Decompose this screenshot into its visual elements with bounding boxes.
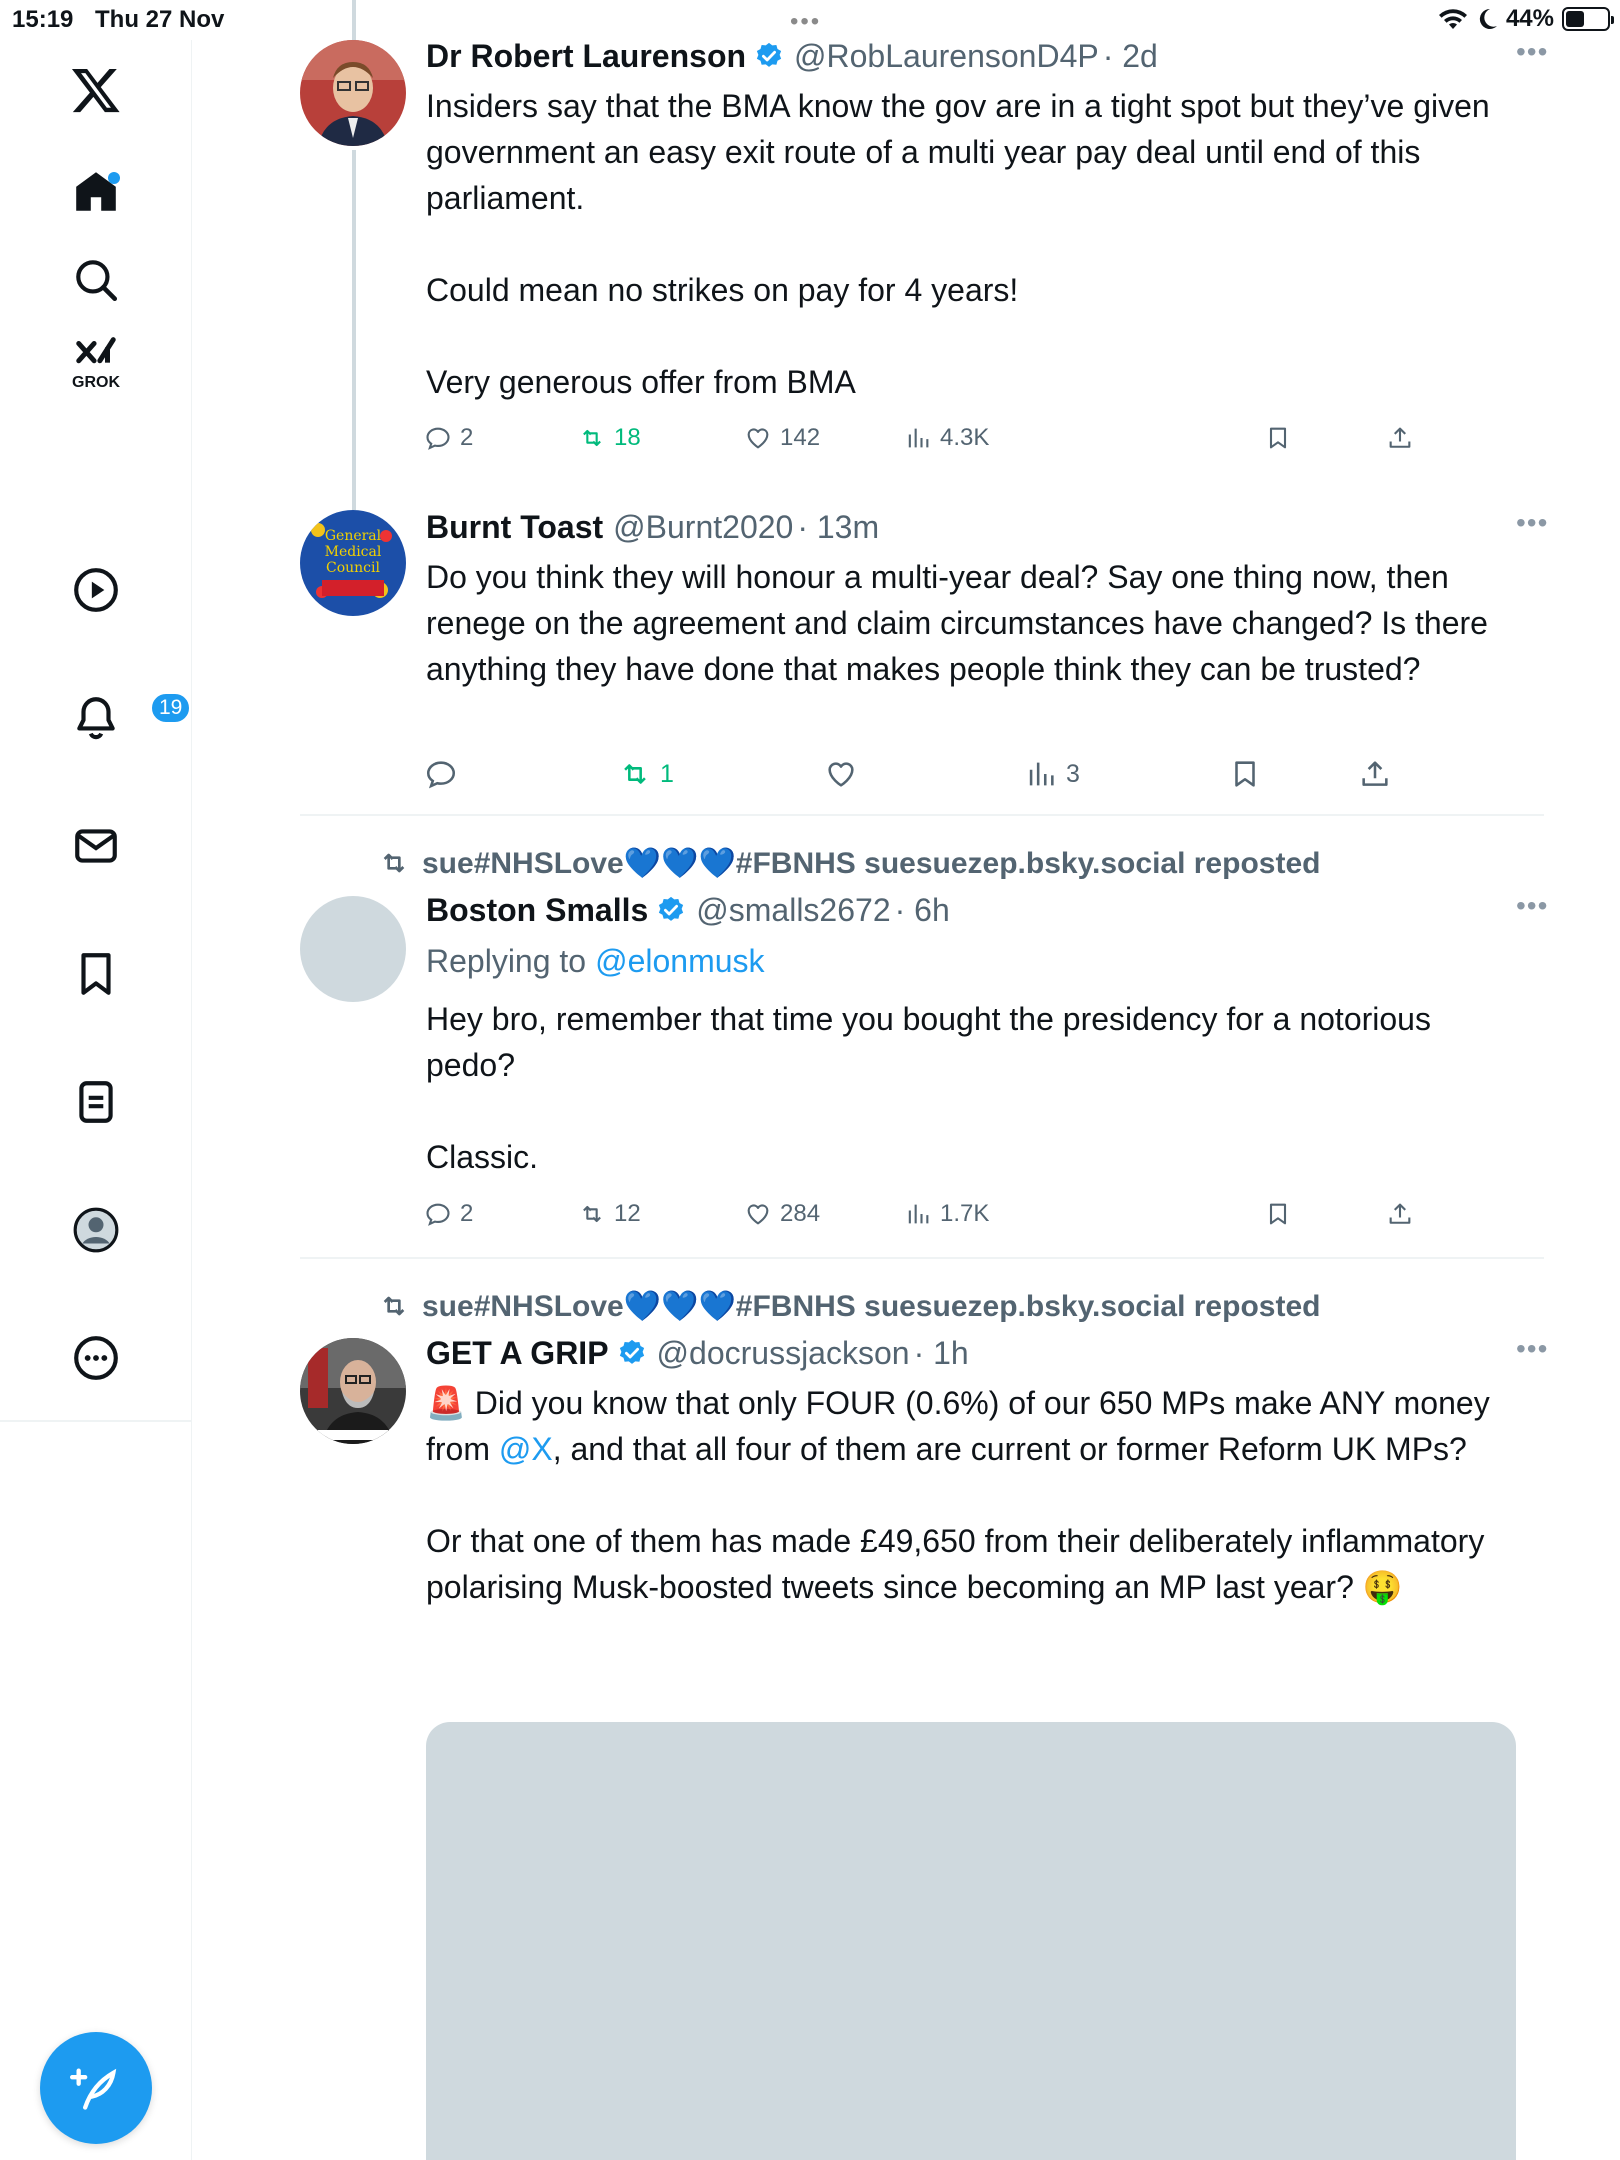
tweet-actions bbox=[424, 418, 1544, 458]
status-date: Thu 27 Nov bbox=[95, 6, 225, 33]
tweet-paragraph bbox=[426, 1088, 1516, 1134]
tweet-actions bbox=[424, 754, 1544, 794]
x-logo-icon[interactable] bbox=[46, 40, 146, 140]
repost-button[interactable] bbox=[578, 418, 641, 458]
bookmark-icon bbox=[1264, 1200, 1292, 1228]
share-button[interactable] bbox=[1386, 1194, 1414, 1234]
bookmark-icon bbox=[1264, 424, 1292, 452]
tweet-author bbox=[426, 36, 1158, 76]
views-icon bbox=[1024, 757, 1058, 791]
reply-button[interactable] bbox=[424, 754, 466, 794]
author-name[interactable]: GET A GRIP bbox=[426, 1334, 609, 1371]
svg-text:Medical: Medical bbox=[324, 544, 382, 560]
share-icon bbox=[1386, 424, 1414, 452]
media-placeholder[interactable] bbox=[426, 1722, 1516, 2160]
notifications-badge: 19 bbox=[150, 692, 191, 724]
siren-emoji: 🚨 bbox=[426, 1385, 466, 1421]
compose-button[interactable] bbox=[40, 2032, 152, 2144]
tweet-author bbox=[426, 507, 879, 547]
more-options-icon[interactable]: ••• bbox=[1516, 507, 1549, 538]
views-button[interactable] bbox=[904, 418, 989, 458]
tweet-time[interactable]: · 2d bbox=[1102, 37, 1158, 74]
grok-icon[interactable] bbox=[46, 312, 146, 412]
share-button[interactable] bbox=[1358, 754, 1392, 794]
tweet-text bbox=[426, 83, 1516, 405]
tweet-text-part: , and that all four of them are current or former Reform UK MPs? bbox=[552, 1431, 1467, 1467]
reply-count: 2 bbox=[460, 1200, 474, 1227]
sidebar bbox=[0, 40, 192, 2160]
author-name[interactable]: Boston Smalls bbox=[426, 891, 649, 928]
timeline bbox=[192, 0, 1620, 2160]
author-handle[interactable]: @RobLaurensonD4P bbox=[794, 37, 1099, 74]
views-icon bbox=[904, 424, 932, 452]
replying-prefix: Replying to bbox=[426, 942, 587, 979]
tweet-text bbox=[426, 554, 1516, 692]
tweet-text bbox=[426, 996, 1516, 1180]
like-button[interactable] bbox=[744, 1194, 820, 1234]
more-options-icon[interactable]: ••• bbox=[1516, 1333, 1549, 1364]
bookmark-button[interactable] bbox=[1264, 1194, 1292, 1234]
views-icon bbox=[904, 1200, 932, 1228]
author-handle[interactable]: @Burnt2020 bbox=[613, 508, 794, 545]
verified-badge-icon bbox=[617, 1338, 647, 1368]
tweet-time[interactable]: · 6h bbox=[894, 891, 950, 928]
lists-icon[interactable] bbox=[46, 1052, 146, 1152]
reply-button[interactable] bbox=[424, 418, 473, 458]
tweet-paragraph-spacer bbox=[426, 1472, 1516, 1518]
author-handle[interactable]: @docrussjackson bbox=[656, 1334, 910, 1371]
tweet-text-part: Did you know that only FOUR (0.6%) of our 650 MPs make ANY money from bbox=[426, 1385, 1490, 1467]
share-icon bbox=[1386, 1200, 1414, 1228]
views-count: 3 bbox=[1066, 759, 1080, 788]
more-options-icon[interactable] bbox=[46, 1308, 146, 1408]
author-name[interactable]: Dr Robert Laurenson bbox=[426, 37, 747, 74]
avatar[interactable] bbox=[300, 40, 406, 146]
repost-icon bbox=[578, 1200, 606, 1228]
reply-button[interactable] bbox=[424, 1194, 473, 1234]
bookmark-button[interactable] bbox=[1228, 754, 1262, 794]
repost-context[interactable] bbox=[378, 1286, 1320, 1326]
svg-text:Council: Council bbox=[326, 560, 380, 576]
views-count: 1.7K bbox=[940, 1200, 990, 1227]
repost-button[interactable] bbox=[618, 754, 674, 794]
home-icon[interactable] bbox=[46, 142, 146, 242]
like-count: 142 bbox=[780, 424, 821, 451]
heart-icon bbox=[744, 1200, 772, 1228]
messages-icon[interactable] bbox=[46, 796, 146, 896]
heart-icon bbox=[744, 424, 772, 452]
mention-link[interactable]: @X bbox=[498, 1431, 553, 1467]
like-button[interactable] bbox=[824, 754, 866, 794]
tweet-author bbox=[426, 890, 950, 930]
tweet-paragraph: Could mean no strikes on pay for 4 years! bbox=[426, 272, 1019, 308]
profile-icon[interactable] bbox=[46, 1180, 146, 1280]
author-handle[interactable]: @smalls2672 bbox=[696, 891, 891, 928]
share-icon bbox=[1358, 757, 1392, 791]
avatar[interactable] bbox=[300, 896, 406, 1002]
tweet-actions bbox=[424, 1194, 1544, 1234]
verified-badge-icon bbox=[754, 41, 784, 71]
thread-line bbox=[352, 150, 356, 510]
reposted-by: sue#NHSLove💙💙💙#FBNHS suesuezep.bsky.social reposted bbox=[422, 1289, 1321, 1323]
tweet-paragraph: Insiders say that the BMA know the gov are in a tight spot but they’ve given government an easy exit route of a multi year pay deal until end of this parliament. bbox=[426, 88, 1490, 216]
reply-icon bbox=[424, 424, 452, 452]
tweet-author bbox=[426, 1333, 969, 1373]
reply-icon bbox=[424, 1200, 452, 1228]
notifications-icon[interactable] bbox=[46, 668, 183, 768]
views-button[interactable] bbox=[1024, 754, 1080, 794]
tweet-paragraph: Classic. bbox=[426, 1139, 539, 1175]
tweet-paragraph bbox=[426, 313, 1516, 359]
tweet-time[interactable]: · 1h bbox=[913, 1334, 969, 1371]
grok-label: GROK bbox=[72, 374, 120, 391]
tweet-paragraph bbox=[426, 1380, 1516, 1472]
like-button[interactable] bbox=[744, 418, 820, 458]
repost-context[interactable] bbox=[378, 843, 1320, 883]
tweet-paragraph: Or that one of them has made £49,650 from their deliberately inflammatory polarising Musk-boosted tweets since becoming an MP last year? 🤑 bbox=[426, 1523, 1485, 1605]
repost-button[interactable] bbox=[578, 1194, 641, 1234]
bookmarks-icon[interactable] bbox=[46, 924, 146, 1024]
multitask-dots-icon[interactable]: ••• bbox=[790, 8, 822, 35]
tweet-divider bbox=[300, 814, 1544, 816]
replying-to bbox=[426, 941, 765, 981]
sidebar-divider bbox=[0, 1420, 192, 1422]
views-count: 4.3K bbox=[940, 424, 990, 451]
compose-feather-icon bbox=[70, 2062, 122, 2114]
repost-icon bbox=[618, 757, 652, 791]
tweet-paragraph bbox=[426, 221, 1516, 267]
tweet-paragraph: Very generous offer from BMA bbox=[426, 364, 856, 400]
home-unread-dot bbox=[108, 172, 120, 184]
more-options-icon[interactable]: ••• bbox=[1516, 36, 1549, 67]
like-count: 284 bbox=[780, 1200, 821, 1227]
share-button[interactable] bbox=[1386, 418, 1414, 458]
svg-text:General: General bbox=[324, 528, 382, 544]
tweet-text bbox=[426, 1380, 1516, 1610]
tweet-paragraph: Do you think they will honour a multi-year deal? Say one thing now, then renege on the agreement and claim circumstances have changed? Is there anything they have done that makes people think they can be trusted? bbox=[426, 559, 1488, 687]
views-button[interactable] bbox=[904, 1194, 989, 1234]
repost-icon bbox=[378, 847, 410, 879]
tweet-time[interactable]: · 13m bbox=[797, 508, 880, 545]
tweet-divider bbox=[300, 1257, 1544, 1259]
replying-to-link[interactable]: @elonmusk bbox=[595, 942, 765, 979]
heart-icon bbox=[824, 757, 858, 791]
reply-icon bbox=[424, 757, 458, 791]
bookmark-icon bbox=[1228, 757, 1262, 791]
status-time: 15:19 bbox=[12, 6, 74, 33]
author-name[interactable]: Burnt Toast bbox=[426, 508, 604, 545]
repost-count: 18 bbox=[614, 424, 641, 451]
tweet-paragraph: Hey bro, remember that time you bought the presidency for a notorious pedo? bbox=[426, 1001, 1431, 1083]
video-icon[interactable] bbox=[46, 540, 146, 640]
repost-count: 12 bbox=[614, 1200, 641, 1227]
more-options-icon[interactable]: ••• bbox=[1516, 890, 1549, 921]
reposted-by: sue#NHSLove💙💙💙#FBNHS suesuezep.bsky.social reposted bbox=[422, 846, 1321, 880]
avatar[interactable] bbox=[300, 510, 406, 616]
bookmark-button[interactable] bbox=[1264, 418, 1292, 458]
repost-count: 1 bbox=[660, 759, 674, 788]
repost-icon bbox=[378, 1290, 410, 1322]
battery-percent: 44% bbox=[1505, 5, 1554, 32]
repost-icon bbox=[578, 424, 606, 452]
reply-count: 2 bbox=[460, 424, 474, 451]
verified-badge-icon bbox=[656, 895, 686, 925]
avatar[interactable] bbox=[300, 1338, 406, 1444]
